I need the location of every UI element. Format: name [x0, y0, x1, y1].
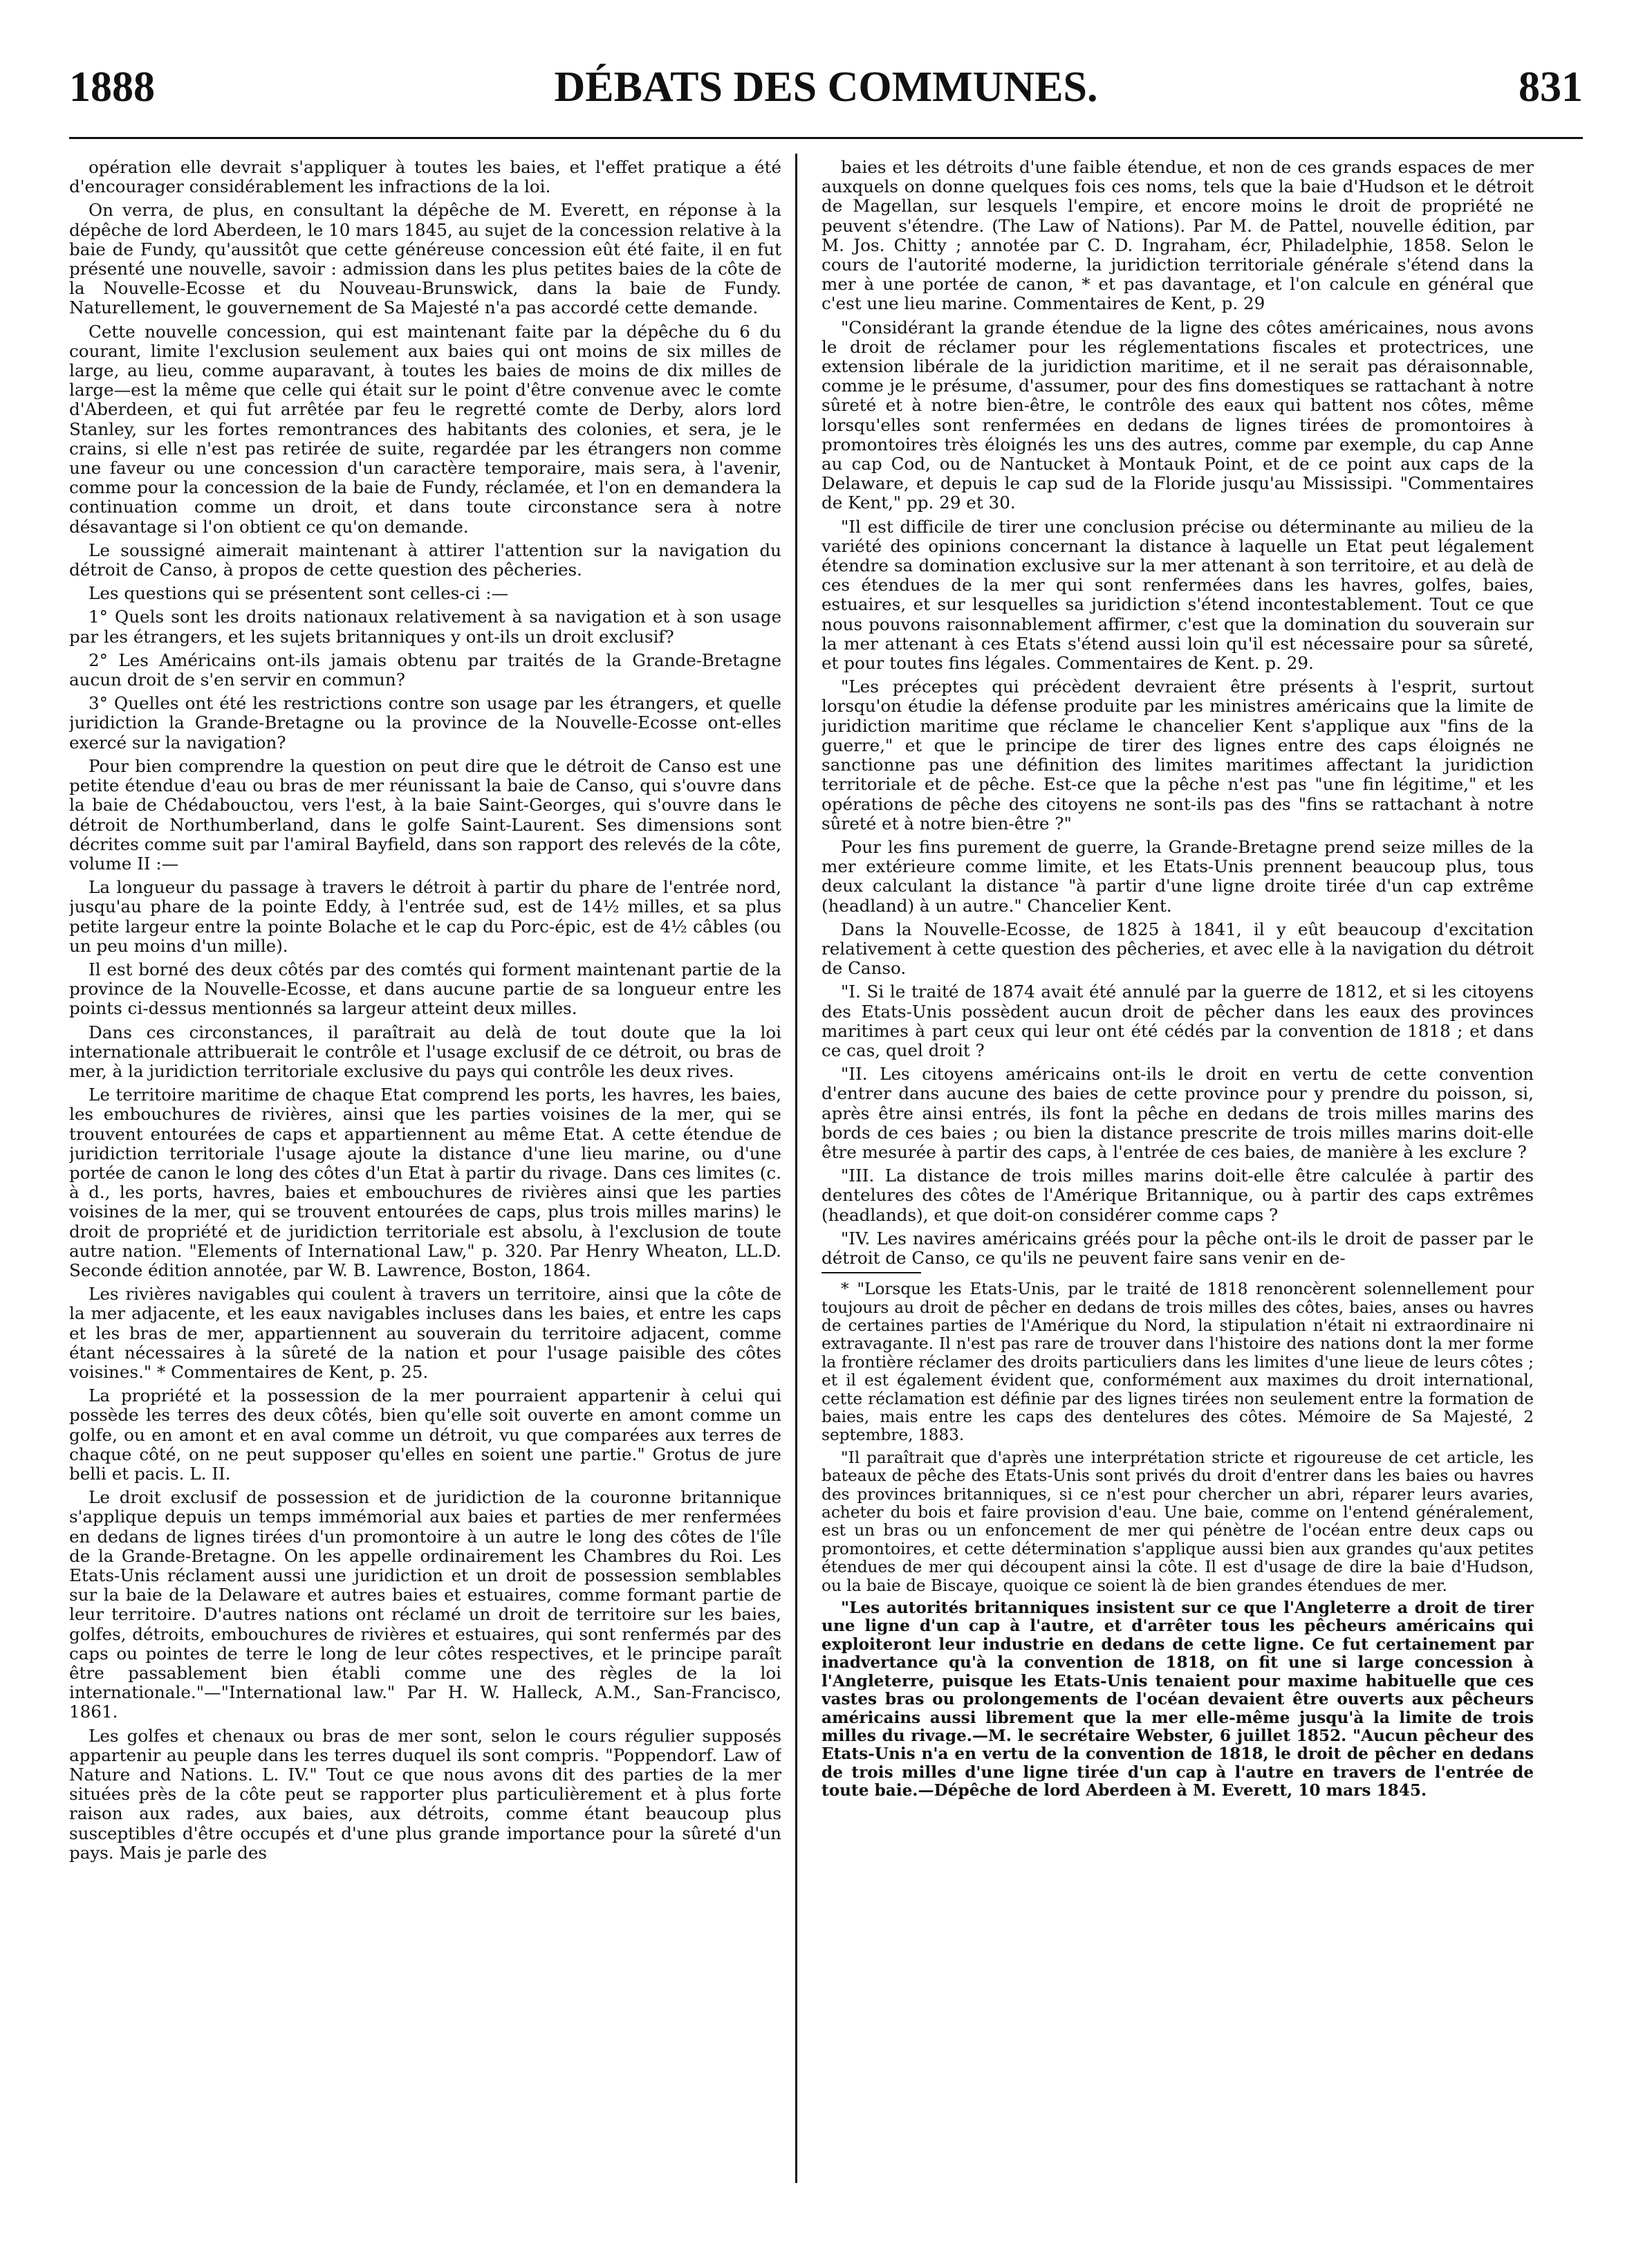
left-column-paragraph: Le territoire maritime de chaque Etat comprend les ports, les havres, les baies, les embouchures de rivières, ainsi que les parties voisines de la mer, qui se trouvent entourées de caps et appartiennent au même Etat. A cette étendue de juridiction territoriale l'usage ajoute la distance d'une lieu marine, ou d'une portée de canon le long des côtes d'un Etat à partir du rivage. Dans ces limites (c. à d., les ports, havres, baies et embouchures de rivières ainsi que les parties voisines de la mer, qui se trouvent entourées de caps, plus trois milles marins) le droit de propriété et de juridiction territoriale est absolu, à l'exclusion de toute autre nation. "Elements of International Law," p. 320. Par Henry Wheaton, LL.D. Seconde édition annotée, par W. B. Lawrence, Boston, 1864.: [69, 1085, 781, 1280]
left-column-paragraph: 1° Quels sont les droits nationaux relativement à sa navigation et à son usage par les étrangers, et les sujets britanniques y ont-ils un droit exclusif?: [69, 607, 781, 647]
left-column-paragraph: Les rivières navigables qui coulent à travers un territoire, ainsi que la côte de la mer adjacente, et les eaux navigables incluses dans les baies, et entre les caps et les bras de mer, appartiennent au souverain du territoire adjacent, comme étant nécessaires à la sûreté de la nation et pour l'usage paisible des côtes voisines." * Commentaires de Kent, p. 25.: [69, 1284, 781, 1382]
left-column-paragraph: Pour bien comprendre la question on peut dire que le détroit de Canso est une petite étendue d'eau ou bras de mer réunissant la baie de Canso, qui s'ouvre dans la baie de Chédabouctou, vers l'est, à la baie Saint-Georges, qui s'ouvre dans le détroit de Northumberland, dans le golfe Saint-Laurent. Ses dimensions sont décrites comme suit par l'amiral Bayfield, dans son rapport des relevés de la côte, volume II :—: [69, 755, 781, 874]
right-column-paragraph: "Considérant la grande étendue de la ligne des côtes américaines, nous avons le droit de réclamer pour les réglementations fiscales et protectrices, une extension libérale de la juridiction maritime, et il ne serait pas déraisonnable, comme je le présume, d'assumer, pour des fins domestiques se rattachant à notre sûreté et à notre bien-être, le contrôle des eaux qui battent nos côtes, même lorsqu'elles sont renfermées en dedans de lignes tirées de promontoires à promontoires très éloignés les uns des autres, comme par exemple, du cap Anne au cap Cod, ou de Nantucket à Montauk Point, et de ce point aux caps de la Delaware, et depuis le cap sud de la Floride jusqu'au Mississipi. "Commentaires de Kent," pp. 29 et 30.: [822, 317, 1534, 513]
header-title: DÉBATS DES COMMUNES.: [554, 64, 1098, 111]
page-header: [69, 66, 1583, 128]
header-rule: [69, 137, 1583, 139]
column-divider: [795, 154, 797, 2183]
right-column-paragraph: "II. Les citoyens américains ont-ils le droit en vertu de cette convention d'entrer dans aucune des baies de cette province pour y prendre du poisson, si, après être ainsi entrés, ils font la pêche en dedans de trois milles marins des bords de ces baies ; ou bien la distance prescrite de trois milles marins doit-elle être mesurée à partir des caps, à l'entrée de ces baies, de manière à les exclure ?: [822, 1064, 1534, 1162]
header-year: 1888: [69, 64, 155, 111]
right-column-paragraph: "III. La distance de trois milles marins doit-elle être calculée à partir des dentelures des côtes de l'Amérique Britannique, ou à partir des caps extrêmes (headlands), et que doit-on considérer comme caps ?: [822, 1166, 1534, 1225]
footnote-paragraph: * "Lorsque les Etats-Unis, par le traité de 1818 renoncèrent solennellement pour toujours au droit de pêcher en dedans de trois milles des côtes, baies, anses ou havres de certaines parties de l'Amérique du Nord, la stipulation n'était ni extraordinaire ni extravagante. Il n'est pas rare de trouver dans l'histoire des nations dont la mer forme la frontière réclamer des droits particuliers dans les limites d'une lieue de leurs côtes ; et il est également évident que, conformément aux maximes du droit international, cette réclamation est définie par des lignes tirées non seulement entre la formation de baies, mais entre les caps des dentelures des côtes. Mémoire de Sa Majesté, 2 septembre, 1883.: [822, 1280, 1534, 1445]
left-column-paragraph: On verra, de plus, en consultant la dépêche de M. Everett, en réponse à la dépêche de lord Aberdeen, le 10 mars 1845, au sujet de la concession relative à la baie de Fundy, qu'aussitôt que cette généreuse concession eût été faite, il en fut présenté une nouvelle, savoir : admission dans les plus petites baies de la côte de la Nouvelle-Ecosse et du Nouveau-Brunswick, dans la baie de Fundy. Naturellement, le gouvernement de Sa Majesté n'a pas accordé cette demande.: [69, 200, 781, 318]
left-column-paragraph: 2° Les Américains ont-ils jamais obtenu par traités de la Grande-Bretagne aucun droit de s'en servir en commun?: [69, 650, 781, 690]
left-column-paragraph: Le droit exclusif de possession et de juridiction de la couronne britannique s'applique depuis un temps immémorial aux baies et parties de mer renfermées en dedans de lignes tirées d'un promontoire à un autre le long des côtes de l'île de la Grande-Bretagne. On les appelle ordinairement les Chambres du Roi. Les Etats-Unis réclament aussi une juridiction et un droit de possession semblables sur la baie de la Delaware et autres baies et estuaires, comme formant partie de leur territoire. D'autres nations ont réclamé un droit de territoire sur les baies, golfes, détroits, embouchures de rivières et estuaires, qui sont renfermés par des caps ou pointes de terre le long de leur côtes respectives, et le principe paraît être passablement bien établi comme une des règles de la loi internationale."—"International law." Par H. W. Halleck, A.M., San-Francisco, 1861.: [69, 1487, 781, 1722]
right-column-paragraph: Dans la Nouvelle-Ecosse, de 1825 à 1841, il y eût beaucoup d'excitation relativement à cette question des pêcheries, et avec elle à la navigation du détroit de Canso.: [822, 919, 1534, 979]
right-column-paragraph: baies et les détroits d'une faible étendue, et non de ces grands espaces de mer auxquels on donne quelques fois ces noms, tels que la baie d'Hudson et le détroit de Magellan, sur lesquels l'empire, et encore moins le droit de propriété ne peuvent s'étendre. (The Law of Nations). Par M. de Pattel, nouvelle édition, par M. Jos. Chitty ; annotée par C. D. Ingraham, écr, Philadelphie, 1858. Selon le cours de l'autorité moderne, la juridiction territoriale générale s'étend dans la mer à une portée de canon, * et pas davantage, et l'on calcule en général que c'est une lieu marine. Commentaires de Kent, p. 29: [822, 158, 1534, 314]
left-column-paragraph: 3° Quelles ont été les restrictions contre son usage par les étrangers, et quelle juridiction la Grande-Bretagne ou la province de la Nouvelle-Ecosse ont-elles exercé sur la navigation?: [69, 693, 781, 753]
footnote-paragraph: "Les autorités britanniques insistent sur ce que l'Angleterre a droit de tirer une ligne d'un cap à l'autre, et d'arrêter tous les pêcheurs américains qui exploiteront leur industrie en dedans de cette ligne. Ce fut certainement par inadvertance qu'à la convention de 1818, on fit une si large concession à l'Angleterre, puisque les Etats-Unis tenaient pour maxime habituelle que ces vastes bras ou prolongements de l'océan devaient être ouverts aux pêcheurs américains aussi librement que la mer elle-même jusqu'à la limite de trois milles du rivage.—M. le secrétaire Webster, 6 juillet 1852. "Aucun pêcheur des Etats-Unis n'a en vertu de la convention de 1818, le droit de pêcher en dedans de trois milles d'une ligne tirée d'un cap à l'autre en travers de l'entrée de toute baie.—Dépêche de lord Aberdeen à M. Everett, 10 mars 1845.: [822, 1599, 1534, 1800]
left-column-paragraph: La propriété et la possession de la mer pourraient appartenir à celui qui possède les terres des deux côtés, bien qu'elle soit ouverte en amont comme un golfe, ou en amont et en aval comme un détroit, vu que comparées aux terres de chaque côté, on ne peut supposer qu'elles en soient une partie." Grotus de jure belli et pacis. L. II.: [69, 1385, 781, 1484]
right-column-paragraph: "I. Si le traité de 1874 avait été annulé par la guerre de 1812, et si les citoyens des Etats-Unis possèdent aucun droit de pêcher dans les eaux des provinces maritimes à part ceux qui leur ont été cédés par la convention de 1818 ; et dans ce cas, quel droit ?: [822, 982, 1534, 1060]
right-column-paragraph: "IV. Les navires américains gréés pour la pêche ont-ils le droit de passer par le détroit de Canso, ce qu'ils ne peuvent faire sans venir en de-: [822, 1228, 1534, 1268]
right-column-paragraph: "Il est difficile de tirer une conclusion précise ou déterminante au milieu de la variété des opinions concernant la distance à laquelle un Etat peut légalement étendre sa domination exclusive sur la mer attenant à son territoire, et au delà de ces étendues de la mer qui sont renfermées dans les havres, golfes, baies, estuaires, et sur lesquelles sa juridiction s'étend incontestablement. Tout ce que nous pouvons raisonnablement affirmer, c'est que la domination du souverain sur la mer attenant à ces Etats s'étend aussi loin qu'il est nécessaire pour sa sûreté, et pour toutes fins légales. Commentaires de Kent. p. 29.: [822, 516, 1534, 674]
left-column-paragraph: Les golfes et chenaux ou bras de mer sont, selon le cours régulier supposés appartenir au peuple dans les terres duquel ils sont compris. "Poppendorf. Law of Nature and Nations. L. IV." Tout ce que nous avons dit des parties de la mer situées près de la côte peut se rapporter plus particulièrement et à plus forte raison aux rades, aux baies, aux détroits, comme étant beaucoup plus susceptibles d'être occupés et d'une plus grande importance pour la sûreté d'un pays. Mais je parle des: [69, 1725, 781, 1863]
left-column-paragraph: opération elle devrait s'appliquer à toutes les baies, et l'effet pratique a été d'encourager considérablement les infractions de la loi.: [69, 158, 781, 197]
left-column-paragraph: Le soussigné aimerait maintenant à attirer l'attention sur la navigation du détroit de Canso, à propos de cette question des pêcheries.: [69, 540, 781, 580]
left-column-paragraph: Cette nouvelle concession, qui est maintenant faite par la dépêche du 6 du courant, limite l'exclusion seulement aux baies qui ont moins de six milles de large, au lieu, comme auparavant, à toutes les baies de moins de dix milles de large—est la même que celle qui était sur le point d'être convenue avec le comte d'Aberdeen, et qui fut arrêtée par feu le regretté comte de Derby, alors lord Stanley, sur les fortes remontrances des habitants des colonies, et sera, je le crains, si elle n'est pas retirée de suite, regardée par les étrangers non comme une faveur ou une concession d'un caractère temporaire, mais sera, à l'avenir, comme pour la concession de la baie de Fundy, réclamée, et l'on en demandera la continuation comme un droit, et dans toute circonstance sera à notre désavantage si l'on obtient ce qu'on demande.: [69, 321, 781, 537]
left-column: [69, 158, 781, 2183]
left-column-paragraph: La longueur du passage à travers le détroit à partir du phare de l'entrée nord, jusqu'au phare de la pointe Eddy, à l'entrée sud, est de 14½ milles, et sa plus petite largeur entre la pointe Bolache et le cap du Porc-épic, est de 4½ câbles (ou un peu moins d'un mille).: [69, 877, 781, 956]
header-page-number: 831: [1519, 64, 1583, 111]
footnote-paragraph: "Il paraîtrait que d'après une interprétation stricte et rigoureuse de cet article, les bateaux de pêche des Etats-Unis sont privés du droit d'entrer dans les baies ou havres des provinces britanniques, si ce n'est pour chercher un abri, réparer leurs avaries, acheter du bois et faire provision d'eau. Une baie, comme on l'entend généralement, est un bras ou un enfoncement de mer qui pénètre de l'océan entre deux caps ou promontoires, et cette détermination s'applique aussi bien aux grandes qu'aux petites étendues de mer qui découpent ainsi la côte. Il est d'usage de dire la baie d'Hudson, ou la baie de Biscaye, quoique ce soient là de bien grandes étendues de mer.: [822, 1448, 1534, 1595]
left-column-paragraph: Dans ces circonstances, il paraîtrait au delà de tout doute que la loi internationale attribuerait le contrôle et l'usage exclusif de ce détroit, ou bras de mer, à la juridiction territoriale exclusive du pays qui contrôle les deux rives.: [69, 1022, 781, 1081]
right-column-paragraph: "Les préceptes qui précèdent devraient être présents à l'esprit, surtout lorsqu'on étudie la défense produite par les ministres américains que la limite de juridiction maritime que réclame le chancelier Kent s'applique aux "fins de la guerre," et que le principe de tirer des lignes entre des caps éloignés ne sanctionne pas une définition des limites maritimes affectant la juridiction territoriale et de pêche. Est-ce que la pêche n'est pas "une fin légitime," et les opérations de pêche des citoyens ne sont-ils pas des "fins se rattachant à notre sûreté et à notre bien-être ?": [822, 676, 1534, 833]
right-column: [822, 158, 1534, 2183]
right-column-paragraph: Pour les fins purement de guerre, la Grande-Bretagne prend seize milles de la mer extérieure comme limite, et les Etats-Unis prennent beaucoup plus, tous deux calculant la distance "à partir d'une ligne droite tirée d'un cap extrême (headland) à un autre." Chancelier Kent.: [822, 836, 1534, 916]
footnote-rule: [822, 1272, 921, 1273]
left-column-paragraph: Il est borné des deux côtés par des comtés qui forment maintenant partie de la province de la Nouvelle-Ecosse, et dans aucune partie de sa longueur entre les points ci-dessus mentionnés sa largeur atteint deux milles.: [69, 959, 781, 1019]
left-column-paragraph: Les questions qui se présentent sont celles-ci :—: [89, 583, 509, 604]
